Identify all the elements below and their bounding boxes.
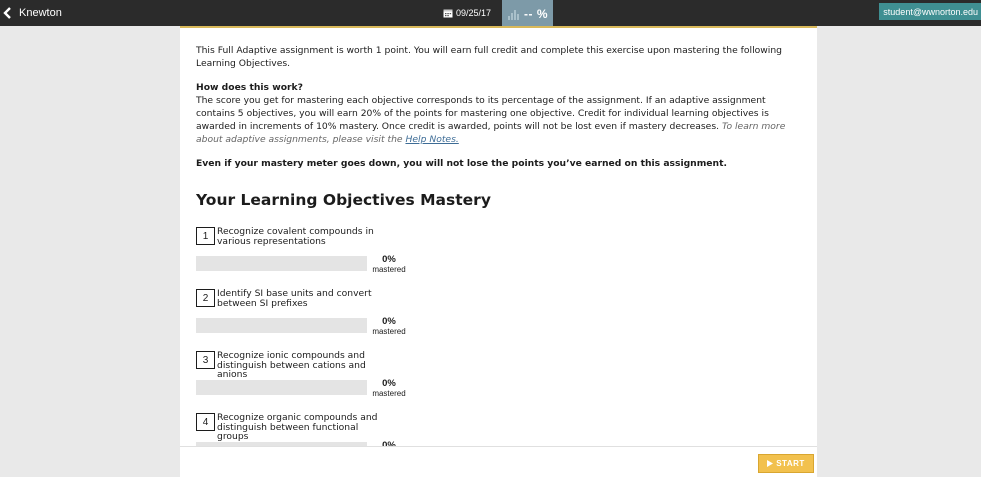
objective-number: 3	[196, 351, 215, 369]
top-bar	[0, 0, 981, 26]
mastery-percent-value: 0%	[382, 378, 396, 389]
objective-number: 4	[196, 413, 215, 431]
mastery-percent	[372, 317, 406, 336]
due-date-text: 09/25/17	[456, 8, 492, 18]
mastery-percent-unit: mastered	[372, 327, 406, 336]
how-it-works-text: The score you get for mastering each objective corresponds to its percentage of the assignment. If an adaptive assignment contains 5 objectives, you will earn 20% of the points for mastering one objective. Credit for individual learning objectives is awarded in increments of 10% mastery. Once credit is awarded, points will not be lost even if mastery decreases.	[196, 95, 769, 132]
objective-label: Recognize organic compounds and distinguish between functional groups	[217, 412, 378, 442]
user-email-badge[interactable]: student@wwnorton.edu	[879, 3, 981, 20]
objective-label: Identify SI base units and convert between SI prefixes	[217, 288, 372, 309]
accent-line	[180, 26, 817, 28]
mastery-progress-bar	[196, 318, 367, 333]
start-button[interactable]	[758, 454, 814, 473]
chevron-left-icon	[3, 7, 12, 19]
mastery-reassurance-text: Even if your mastery meter goes down, you will not lose the points you’ve earned on this assignment.	[196, 158, 727, 169]
mastery-percent	[372, 379, 406, 398]
objective-number: 1	[196, 227, 215, 245]
play-icon	[767, 460, 773, 467]
mastery-percent-unit: mastered	[372, 389, 406, 398]
brand-name: Knewton	[19, 7, 62, 19]
mastery-meter-icon	[507, 7, 521, 21]
mastery-progress-bar	[196, 256, 367, 271]
mastery-percent	[372, 255, 406, 274]
assignment-description	[196, 44, 806, 170]
mastery-section-title: Your Learning Objectives Mastery	[196, 191, 491, 209]
objective-label: Recognize covalent compounds in various representations	[217, 226, 374, 247]
how-it-works-title: How does this work?	[196, 82, 303, 93]
calendar-icon	[443, 8, 453, 18]
score-text: -- %	[524, 6, 548, 21]
help-notes-link[interactable]: Help Notes.	[405, 134, 459, 145]
objective-number: 2	[196, 289, 215, 307]
due-date	[443, 0, 491, 26]
intro-text: This Full Adaptive assignment is worth 1 point. You will earn full credit and complete this exercise upon mastering the following Learning Objectives.	[196, 45, 782, 69]
mastery-percent-unit: mastered	[372, 265, 406, 274]
mastery-percent-value: 0%	[382, 316, 396, 327]
how-it-works-body	[196, 94, 806, 146]
objective-label: Recognize ionic compounds and distinguish between cations and anions	[217, 350, 366, 380]
score-indicator[interactable]	[502, 0, 553, 27]
footer-bar	[180, 446, 817, 477]
mastery-progress-bar	[196, 380, 367, 395]
mastery-percent-value: 0%	[382, 254, 396, 265]
help-note-text: To learn more about adaptive assignments, please visit the	[196, 121, 786, 145]
back-button[interactable]	[0, 0, 62, 26]
start-button-label: START	[776, 459, 805, 468]
